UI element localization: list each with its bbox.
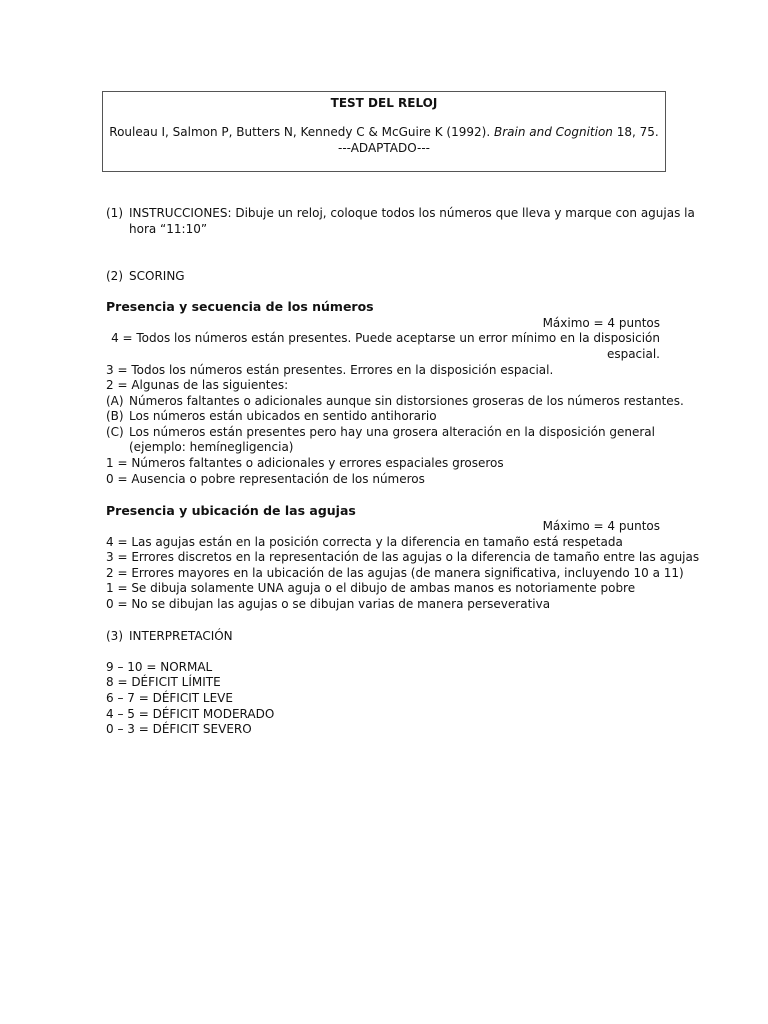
numbers-score-4-line-2: espacial. (606, 347, 660, 361)
instructions-line-2: hora “11:10” (129, 222, 208, 236)
hands-score-3: 3 = Errores discretos en la representación de las agujas o la diferencia de tamaño entre las agujas (106, 550, 700, 564)
interpretation-label: INTERPRETACIÓN (129, 629, 233, 643)
citation-journal: Brain and Cognition (493, 125, 613, 139)
interpretation-item: 6 – 7 = DÉFICIT LEVE (106, 691, 233, 705)
numbers-score-4-line-1: 4 = Todos los números están presentes. Puede aceptarse un error mínimo en la disposición (111, 331, 660, 345)
hands-section-title: Presencia y ubicación de las agujas (106, 503, 356, 518)
numbers-score-3: 3 = Todos los números están presentes. Errores en la disposición espacial. (106, 363, 554, 377)
instructions-line-1: INSTRUCCIONES: Dibuje un reloj, coloque todos los números que lleva y marque con agujas la (129, 206, 695, 220)
interpretation-item: 4 – 5 = DÉFICIT MODERADO (106, 707, 275, 721)
header-box (102, 91, 666, 172)
scoring-label: SCORING (129, 269, 185, 283)
option-a-text: Números faltantes o adicionales aunque sin distorsiones groseras de los números restantes. (129, 394, 684, 408)
option-b-label: (B) (106, 409, 124, 423)
interpretation-number: (3) (106, 629, 123, 643)
adapted-note: ---ADAPTADO--- (337, 141, 431, 155)
numbers-score-0: 0 = Ausencia o pobre representación de los números (106, 472, 425, 486)
option-c-text-line-2: (ejemplo: hemínegligencia) (129, 440, 294, 454)
numbers-section-title: Presencia y secuencia de los números (106, 299, 374, 314)
citation-volume: 18, 75. (616, 125, 659, 139)
option-c-text-line-1: Los números están presentes pero hay una grosera alteración en la disposición general (129, 425, 655, 439)
scoring-number: (2) (106, 269, 123, 283)
numbers-score-2: 2 = Algunas de las siguientes: (106, 378, 289, 392)
hands-score-1: 1 = Se dibuja solamente UNA aguja o el dibujo de ambas manos es notoriamente pobre (106, 581, 636, 595)
option-a-label: (A) (106, 394, 124, 408)
hands-score-4: 4 = Las agujas están en la posición correcta y la diferencia en tamaño está respetada (106, 535, 623, 549)
interpretation-item: 8 = DÉFICIT LÍMITE (106, 675, 221, 689)
instructions-number: (1) (106, 206, 123, 220)
numbers-score-1: 1 = Números faltantes o adicionales y errores espaciales groseros (106, 456, 504, 470)
numbers-max-score: Máximo = 4 puntos (542, 316, 660, 330)
hands-score-0: 0 = No se dibujan las agujas o se dibujan varias de manera perseverativa (106, 597, 551, 611)
citation (103, 125, 665, 141)
hands-max-score: Máximo = 4 puntos (542, 519, 660, 533)
interpretation-item: 0 – 3 = DÉFICIT SEVERO (106, 722, 252, 736)
citation-authors: Rouleau I, Salmon P, Butters N, Kennedy C & McGuire K (1992). (109, 125, 491, 139)
option-b-text: Los números están ubicados en sentido antihorario (129, 409, 437, 423)
option-c-label: (C) (106, 425, 124, 439)
document-title: TEST DEL RELOJ (330, 96, 438, 110)
hands-score-2: 2 = Errores mayores en la ubicación de las agujas (de manera significativa, incluyendo 10 a 11) (106, 566, 684, 580)
interpretation-item: 9 – 10 = NORMAL (106, 660, 213, 674)
